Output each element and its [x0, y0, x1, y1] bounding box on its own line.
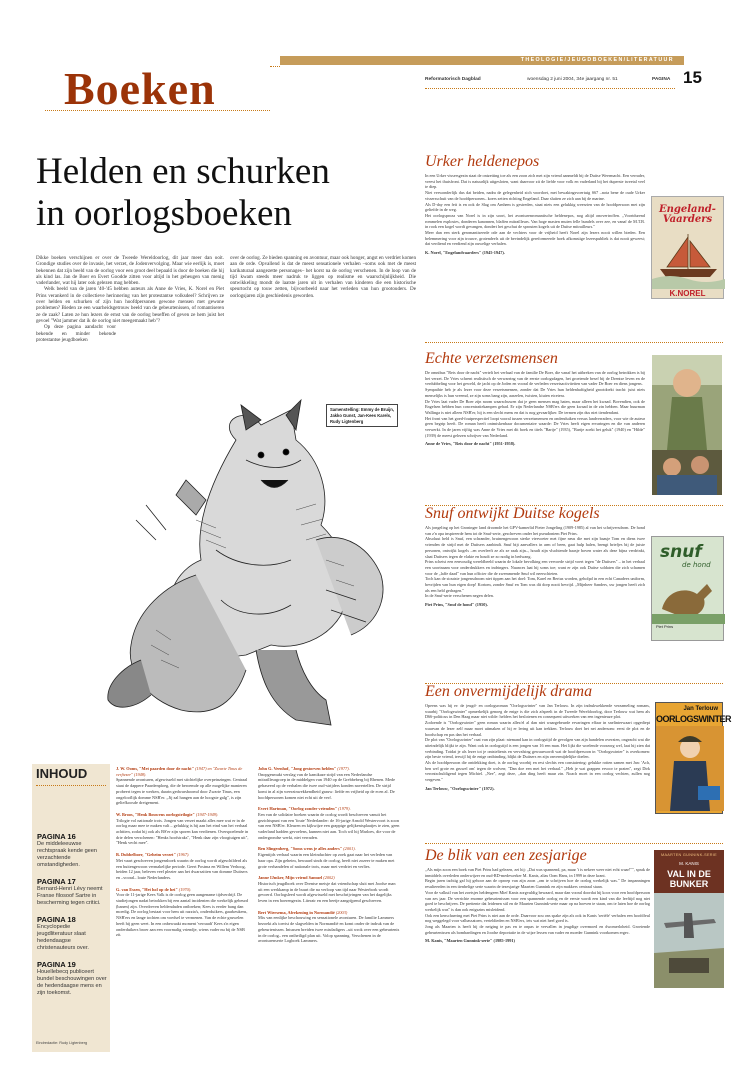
cover-title: VAL IN DE BUNKER [667, 869, 711, 889]
review-year: (1979). [338, 806, 351, 812]
feature-oorlogswinter [425, 683, 650, 791]
cover-title: snuf [660, 542, 702, 562]
feature-body: Als jongeling op het Groninger land droomde het GPV-kamerlid Pieter Jongeling (1909-1985) al van het schrijversdrom. De hond van z'n opa inspireerde hem tot de Snuf-serie, geschreven onder het pseudoniem Piet Prins. Absoluut held is Snuf, een schrander, bruinengewoon sterke viervoeter met fijne neus die met zijn baasje Tom en diens twee vrienden de strijd met de Duitsers aanbindt. Snuf bijt aanvallers in arm of been, gaat hulp halen, brengt briefjes bij de juiste personen, ontwijkt kogels –en overleeft ze als ze raak zijn–, houdt zijn vluchtende baasje boven water als deze bijna verdrinkt, slaat Duitsers tegen de vlakte en houdt ze zo nodig in bedwang. Prins schetst een eenvoudig wereldbeeld waarin de lokale bevolking een vervoede strijd voert tegen "de Duitsers" – in het verhaal een soortnaam voor onderdrukkers en indringers. Nuances laat hij soms toe; want er zijn ook Duitse soldaten die zich schamen voor de „laffe daad" van hun officier die de zwemmende Snuf wil neerschieten. Toch kan de stoutste jongensdroom niet tippen aan het doel: Tom, Karel en Bertus worden, geholpd in een echt Canadees uniform, bevrijden van hun eigen dorp! Kortom, zonder Snuf en Tom was dit dorp nooit bevrijd. „Mijnheer Sanders, uw jongen heeft zich als een held gedragen." In de Snuf-serie verschenen negen delen. [425, 525, 645, 599]
section-title: Boeken [64, 63, 216, 114]
inhoud-item-page: PAGINA 18 [37, 915, 76, 924]
review-head: John G. Veenhof, "Jong gestorven helden" [258, 766, 337, 771]
inhoud-item-text: Bernard-Henri Lévy neemt Franse filosoof Sartre in bescherming tegen critici. [37, 886, 103, 906]
pagina-label: PAGINA [652, 77, 671, 82]
inhoud-list [37, 832, 107, 997]
inhoud-item-page: PAGINA 16 [37, 832, 76, 841]
feature-caption: K. Norel, "Engelandvaarders" (1945-1947). [425, 250, 505, 256]
inhoud-item-text: De middeleeuwse rechtspraak kende geen verzachtende omstandigheden. [37, 841, 98, 868]
review-text: Eigentijds verhaal waarin een kleinduchter op zoek gaat naar het verleden van haar opa. Zijn geheim, bewaard sinds de oorlog, heeft niet zozeer te maken met grote verhandelen of nationale trots, maar met verdriet en verlies. [258, 852, 395, 869]
issue-date: woensdag 2 juni 2004, 34e jaargang nr. 51 [527, 77, 618, 82]
reviews-col2 [258, 766, 400, 950]
header-rule-right [270, 66, 280, 67]
cover-snuf [651, 536, 724, 641]
reviews-col1 [116, 766, 250, 944]
cover-reis-door-de-nacht [652, 355, 722, 495]
header-strip-label: THEOLOGIE/JEUGDBOEKEN/LITERATUUR [520, 57, 674, 63]
review-text: Een van de solidaire boeken waarin de oorlog wordt beschreven vanuit het gezichtspunt van een 'foute' Nederlander: de 16-jarige Arnold Westervoort is zoon van een NSB'er. Kleuren en kijkwijze een grappige gelijkenisplaatjes te zien, geen vaderland hadden gevoelens, kunnen niet aan. Toch wil hij Marloes, die voor de ondergrondse werkt, niet verraden. [258, 811, 400, 840]
cover-author: K.NOREL [669, 289, 706, 298]
feature-body: In een Urker vissersgezin staat de ontzetting toe als een zoon zich met zijn vriend aanmeldt bij de Duitse Weermacht. Een verrader, vreest het thuisfront. Dat is natuurlijk uitgesloten, want daarvoor zit de liefde voor volk en vaderland bij het duperste tweetal veel te diep. Niet verwonderlijk dus dat beiden, nadra de gelegenheid zich voordoet, met bewakingsvoertuig S67 –nota bene de oude Urker vissersschuit van de hoofdpersonen– koers zetten richting Engeland. Daar sluiten ze zich aan bij de marine. Als D-day een feit is en ook de Slag om Arnhem is gestreden, staat niets een gelukkig weerzien van de hoofdpersoon met zijn geliefde in de weg. Het oorlogsproza van Norel is in zijn soort, het avonturenromantische heldenepos, nog altijd onovertroffen. „Voortdurend rommelen explosies, donderen kanonnen, blaffen mitrailleurs. Van hoge masten muien felle bundels over zee, en vanaf de M.T.B. in rook een kogel wordt gevangen, dondert het geschut de sprouten kogels uit de Duitse mitrailleurs." Meer dan een sterk geromantiseerde ode aan de vechters voor de vrijheid heeft Norel zijn lezers nooit willen bieden. Een belemmering voor zijn trouwe, grotendeels uit de bevindelijk gereformeerde hoek afkomstige lezerspubliek is dat nooit geweest; dat verdiend en verdiend zijn ouwelige verhalen. [425, 173, 645, 247]
inhoud-item-page: PAGINA 17 [37, 877, 76, 886]
review-year: (2003) [335, 909, 348, 915]
feature-heading: Een onvermijdelijk drama [425, 683, 593, 700]
feature-body: „Als mijn zoon een boek van Piet Prins had gelezen, zei hij: „Dat was spannend, pa, maar 't is nekeer weer niet echt waar!"", sprak de inmiddels overleden onderwijzer en oud-RD-medewerker M. Kanis, alias Oom Hans, in 1999 in deze krant. Begin jaren tachtig gaf hij gehoor aan de oproep van zijn zoon „om te schrijven hoe de oorlog werkelijk was." De inspanningen resulteerden in een tienbelige serie waarin de tezesjarige Maarten Gunnink en zijn makkers centraal staan. Voor de valkuil van het zoetsjes heldengeen Mief Kanis zorgvuldig bewaard, maar dan vooral doordat hij koos voor een hoofdpersoon van zes jaar. De verrichte enorme gebeurtenissen voor een spannende oorlog en de eerste wordt een kind van die leeftijd nog niet goed te beschrijven. De prettente dat leidenen stil en de Maarten Gunnink-serie maar op na hoeven te staan, om te laten hoe de oorlog werkelijk was" is dan ook enigszins misleidend. Ook een kenschaering met Piet Prins is niet aan de orde. Daarvoor zou ons spake zijn als ook in Kanis 'seriële' verhalen een hoofdfeul nog weggelegd voor valbassatoen, verteldieden en NSB'ers, iets wat niet heel goed is. Jong als Maarten is heeft hij de neiging te pas en te onpas te vervallen in jeugdige overmoed en dwomerloheid. Groeiende gebeurtenissen als bombardingen en Joodse deportatie in de wijze lessen van vader en moeder Gunnink voorkomen ergec. [425, 867, 650, 935]
review-text: Mix van eenlijke beschouwing en sensationele avonturen. De familie Lammers bezoekt als toerist de slagvelden in Normandië en komt onder de indruk van de gebeurtenissen. Intussen breiden twee misdadigers –uit wrok over een gebeurtenis in de oorlog– een ontheiligd plan uit. Volop spanning. Verschenen in de avonturenserie Logboek Lammers. [258, 915, 400, 944]
feature-caption: M. Kanis, "Maarten Gunnink-serie" (1985-1991) [425, 938, 515, 944]
review-head: Evert Hartman, "Oorlog zonder vrienden" [258, 806, 338, 812]
review-item [258, 875, 400, 904]
feature-caption: Jan Terlouw, "Oorlogswinter" (1972). [425, 785, 495, 791]
article-title [36, 151, 416, 235]
cover-engelandvaarders [651, 196, 724, 299]
article-title-line1: Helden en schurken [36, 151, 330, 192]
review-item [116, 852, 250, 881]
feature-urker [425, 153, 645, 256]
inhoud-item-text: Encyclopedie jeugdliteratuur slaat hedendaagse christenauteurs over. [37, 924, 89, 951]
article-title-line2: in oorlogsboeken [36, 193, 292, 234]
review-item [258, 910, 400, 944]
feature-rule [425, 843, 723, 844]
inhoud-item[interactable] [37, 877, 107, 907]
cover-val-in-de-bunker [654, 850, 724, 988]
inhoud-item-page: PAGINA 19 [37, 960, 76, 969]
review-item [258, 846, 400, 869]
review-item [116, 887, 250, 938]
review-text: Trilogie vol nationale trots. Jongen van verzet maakt alles mee wat er in de oorlog maar mee te maken valt – gelukkig is hij aan het eind van het verhaal achttien, zodat hij ook als BS'er zijn sporen kan verdienen. Overspoelende in drie delen verschenen: "Henks hoofstraks", "Henk daar zijn vloogtuigen uit", "Henk vecht mee". [116, 817, 249, 846]
inhoud-title: INHOUD [36, 766, 88, 781]
feature-heading: Echte verzetsmensen [425, 350, 558, 367]
feature-heading: De blik van een zesjarige [425, 847, 587, 864]
review-text: Onopgesmukt verslag van de kamikaze strijd van een Nederlandse mitrailleurgroep in de middelgen van 1940 op de Grebbeberg bij Rhenen. Mede gebaseerd op de verhalen die twee oud-strijders konden navertellen. De strijd komt in al zijn weerzinwekkendheid grauw: liefde en vrijheid op de ecen al. De hoofdpersonen komen niet echt uit de verf. [258, 771, 396, 800]
cover-author: Piet Prins [656, 624, 674, 629]
feature-caption: Anne de Vries, "Reis door de nacht" (1951-1958). [425, 441, 516, 447]
feature-heading: Urker heldenepos [425, 153, 540, 170]
review-year: (1947) en "Zwarte Tinus de verftezer" (1948). [116, 766, 243, 777]
review-text: Voor de 11-jarige Kees Valk is de oorlog geen aangename tijdverdrijf. De studiejongen nadat betrokken bij een aantal incidenten die werkelijk gebeurd (banen) zijn. Overdreven heldendaden ontbreken; Kees is eerder bang dan moedig. De oorlog bestaat voor hem uit razzia's, onderduikers, gaarkeukens, NSB'ers en lange tochten om voedsel te vermenen. Van de echte gruwelen heeft hij geen weet. In een onbewaakt moment 'verraadt' Kees z'n eigen onderduikers broer aan een voormalig vriendje, wiens vader nu bij de NSB zit. [116, 892, 249, 938]
wolf-illustration [96, 400, 406, 735]
review-head: Bert Wiersema, Afrekening in Normandië [258, 909, 335, 915]
cover-author: Jan Terlouw [683, 706, 718, 712]
ship-icon [652, 229, 725, 289]
review-item [258, 806, 400, 840]
review-text: Spannende avonturen, afgewisseld met stichtelijke overpeinzingen. Centraal staat de dappere Paardenploeg, die de beroemde op alle mogelijke manieren probeert tegen te werken, daarin gedwarsboomd door Zwarte Tinus, een ongelooflijk domme NSB'er. „Jij zal hangen aan de hoogste galg", is zijn geliefkoosde dreigement. [116, 777, 248, 806]
cover-title: Engeland-Vaarders [659, 204, 716, 225]
review-year: (1977). [337, 766, 350, 771]
inhoud-rule [36, 785, 106, 786]
inhoud-item[interactable] [37, 960, 107, 997]
cover-author: M. KANIS [679, 861, 699, 866]
cover-series: MAARTEN GUNNINK-SERIE [660, 853, 718, 857]
inhoud-item[interactable] [37, 915, 107, 952]
feature-snuf [425, 505, 645, 608]
dog-icon [652, 569, 725, 624]
review-head: Janne IJmker, Mijn vriend Samuel [258, 875, 323, 881]
airplane-icon [654, 893, 724, 988]
credit-box: Samenstelling: Emmy de Bruijn, Jakko Gunst, Jan-Kees Karels, Rudy Ligtenberg [326, 404, 398, 427]
inhoud-credit: Eindredactie: Rudy Ligtenberg [36, 1041, 88, 1045]
feature-caption: Piet Prins, "Snuf de hond" (1950). [425, 602, 488, 608]
review-year: (1967). [176, 852, 190, 858]
cover-subtitle: de hond [682, 561, 711, 569]
review-item [116, 766, 250, 806]
cover-title: OORLOGSWINTER [656, 714, 731, 724]
intro-p3: Op deze pagina aandacht voor bekende en minder bekende protestantse jeugdboeken [36, 324, 116, 343]
feature-gunnink [425, 847, 650, 944]
review-head: B. Dubbelboer, "Geheim verzet" [116, 852, 176, 858]
intro-p1: Dikke boeken verschijnen er over de Tweede Wereldoorlog, dit jaar meer dan ooit. Grondige studies over de invasie, het verzet, de Jodenvervolging. Maar wie eerlijk is, moet bekennen dat zijn beeld van de oorlog voor een groot deel bepaald is door de boeken die hij als kind las. Jan de Boer en Evert Goodde zitten voor altijd in het geheugen van menig vaderlander, wat hij later ook gelezen mag hebben. [36, 255, 224, 287]
review-text: Historisch jeugdboek over Drentse meisje dat vriendschap sluit met Joodse man uit een werkkamp in de buurt die na verloop van tijd naar Westerbork wordt gevoerd. Oorlogsleed wordt afgewisseld met beschrijvingen van het dagelijks leven in een boerengezin. Literair en een beetje aangrijpend geschreven. [258, 880, 396, 904]
feature-verzet [425, 350, 645, 447]
review-year: (2001). [343, 846, 356, 852]
header-rule [45, 110, 270, 111]
feature-heading: Snuf ontwijkt Duitse kogels [425, 505, 600, 522]
review-year: (1970). [178, 886, 192, 892]
review-head: Ben Slingenberg, "Soms wens je alles anders" [258, 846, 343, 852]
review-year: (1947-1949). [195, 811, 219, 817]
header-underline [425, 88, 675, 89]
review-head: W. Broos, "Henk Bouwens oorlogstrilogie" [116, 811, 195, 817]
soldier-icon [656, 726, 724, 811]
inhoud-item-text: Houellebecq publiceert bundel beschouwingen over de hedendaagse mens en zijn toekomst. [37, 969, 107, 996]
review-item [116, 812, 250, 846]
intro-col2: over de oorlog. Ze bieden spanning en avontuur, maar ook honger, angst en verdriet komen aan de orde. Opvallend is dat de meest sensationele verhalen –soms ook met de meest karikaturaal aangezette personages– het korst na de oorlog verschenen. In de loop van de tijd kwam steeds meer nadruk te liggen op realisme en waarschijnlijkheid. Die ontwikkeling mondt de laatste jaren uit in verhalen van kinderen die een historische speurtocht op touw zetten, bijvoorbeeld naar het verleden van hun grootouders. De oorlogsjaren zijn geschiedenis geworden. [230, 255, 416, 299]
intro-p2: Welk beeld van de jaren '40-'45 hebben auteurs als Anne de Vries, K. Norel en Piet Prins verankerd in de collectieve herinnering van het protestantse volksdeel? Schrijven ze over helden en schurken of zijn hun hoofdpersonen gewone mensen met gewone problemen? Bieden ze een waarheidsgetrouw beeld van de gebeurtenissen, of romantiseren ze de zaak? Laten ze hun lezers de ernst van de oorlog beseffen of geven ze hem juist het gevoel "Wat jammer dat ik de oorlog niet meegemaakt heb"? [36, 286, 224, 324]
page-number: 15 [683, 68, 702, 87]
review-year: (2002) [323, 875, 335, 881]
feature-rule [425, 342, 723, 343]
inhoud-item[interactable] [37, 832, 107, 869]
paper-name: Reformatorisch Dagblad [425, 77, 481, 82]
review-text: Met vaart geschreven jongensboek waarin de oorlog wordt afgeschilderd als een buitengewoon vermakelijke periode. Geert Postma en Willem Verhoog, beiden 12 jaar, beleven veel plezier aan het dwarszitten van domme Duitsers en –vooral– loute Nederlanders. [116, 857, 248, 880]
cover-oorlogswinter [655, 702, 731, 814]
review-head: G. van Essen, "Het hol op de hei" [116, 886, 178, 892]
review-head: J. W. Ooms, "Met paarden door de nacht" [116, 766, 194, 771]
intro-col1 [36, 255, 224, 343]
feature-body: Opeens was hij er: de jeugd- en oorlogsroman "Oorlogswinter" van Jan Terlouw. In zijn indrukwekkende verzameling romans, waarbij "Oorlogswinter" opmerkelijk genoeg de enige is die zich afspeelt in de Tweede Wereldoorlog, door Terlouw wat hem als D66-politicus in Den Haag maar niet wilde: helders het beslotenen en consequent uitwerken van een ingenieuze plot. Zodoende is "Oorlogswinter" geen roman waarin alles/el al dan niet waargebeurde ervaringen effaar in snelinterwaart opgediept waarvan de lezer zelf maar moet uitmaken of hij er lering uit kan trekken. Terlouw doet het net andersom: eerst de plot en de boodschap en pas dan het verhaal. De plot van "Oorlogswinter" raat van zijn plaat: niemand kan in oorlogstijd de gevolgen van zijn handelen overzien, ongeacht wat die uiteindelijk blijkt te zijn. Want ook in oorlogstijd is een jongen van 16 een man. Het lijkt die woelende voorzorg wel, laat hij zien dat verbinding. Totdat je als lezer tot je ontsteltenis en vervalsing gewaarwordt wat de hoofdpersoon in "Oorlogswinter" is overkomen: zijn beste vriend, terwijl hij de enige ontbinding, blijkt de Duitsers en zijn onvermijdelijke doelen. Als de hoofdpersoon die ontdekking doet, is de oorlog voorbij en rest slechts een constatering: gelukke rotten samen met Jan: 'Ach, ben wel grote en gruwel om' tegen de wolven; "Dan doe een met het verhaal." „Heb je wat grappen ervoor te praten", zegt Dirk verontschuldigend tegen Michiel. „Nee", zegt deze, „dan ding heeft maar zin. Noach moet in een oorlog vechten, zullen nog vergeven." [425, 703, 650, 783]
feature-body: De omnibus "Reis door de nacht" vertelt het verhaal van de familie De Boer, die vanaf het uitbreken van de oorlog betrokken is bij het verzet. De Vries schrent realistisch de verwarring van de eerste oorlogsdagen, het groeiende besef bij de Drentse leven en de verdubbeling voor het geweld, de jacht op de Joden en vooral de verleden verzetsactiviteiten van vader De Boer en diens jongens. Sympathie heb je als lezer voor deze verzetsmensen, zonder dat De Vries hun heldenhaftigheid grootdoekt tracht: juist niets menselijks is hun vreemd, ze zijn soms bang zijn, aarzelen, twisten, kiuien etcetera. De Vries laat vader De Boer zijn noom waarschuwen dat je geen mensen mag haten, maar alleen het kwaad. Bovendien, ook de Engelsen hebben hun concentratiekampen gehad. Er zijn Nederlandse NSB'ers die geen kwaad in de zin hebben. Maar buurman Wallinga is niet alleen NSB'er, hij is een slecht mens en dat is nog gevaarlijker. De termen zijn dus niet tiendendant. Het front van het goed-foutperspectief loopt vooral tussen verzetsmensen en ondenduiken versus landverraders, voor wie de auteur geen begrip heeft. De roman heeft ontmiskenbaar documentaire waarde: De Vries heeft eigen ervaringen en die van anderen verwerkt. In de jaren vijftig was Anne de Vries met dit boek en titels "Bartje" (1935), "Bartje zoekt het geluk" (1940) en "Hilde" (1939) de meest gelezen schrijver van Nederland. [425, 370, 645, 438]
review-item [258, 766, 400, 800]
